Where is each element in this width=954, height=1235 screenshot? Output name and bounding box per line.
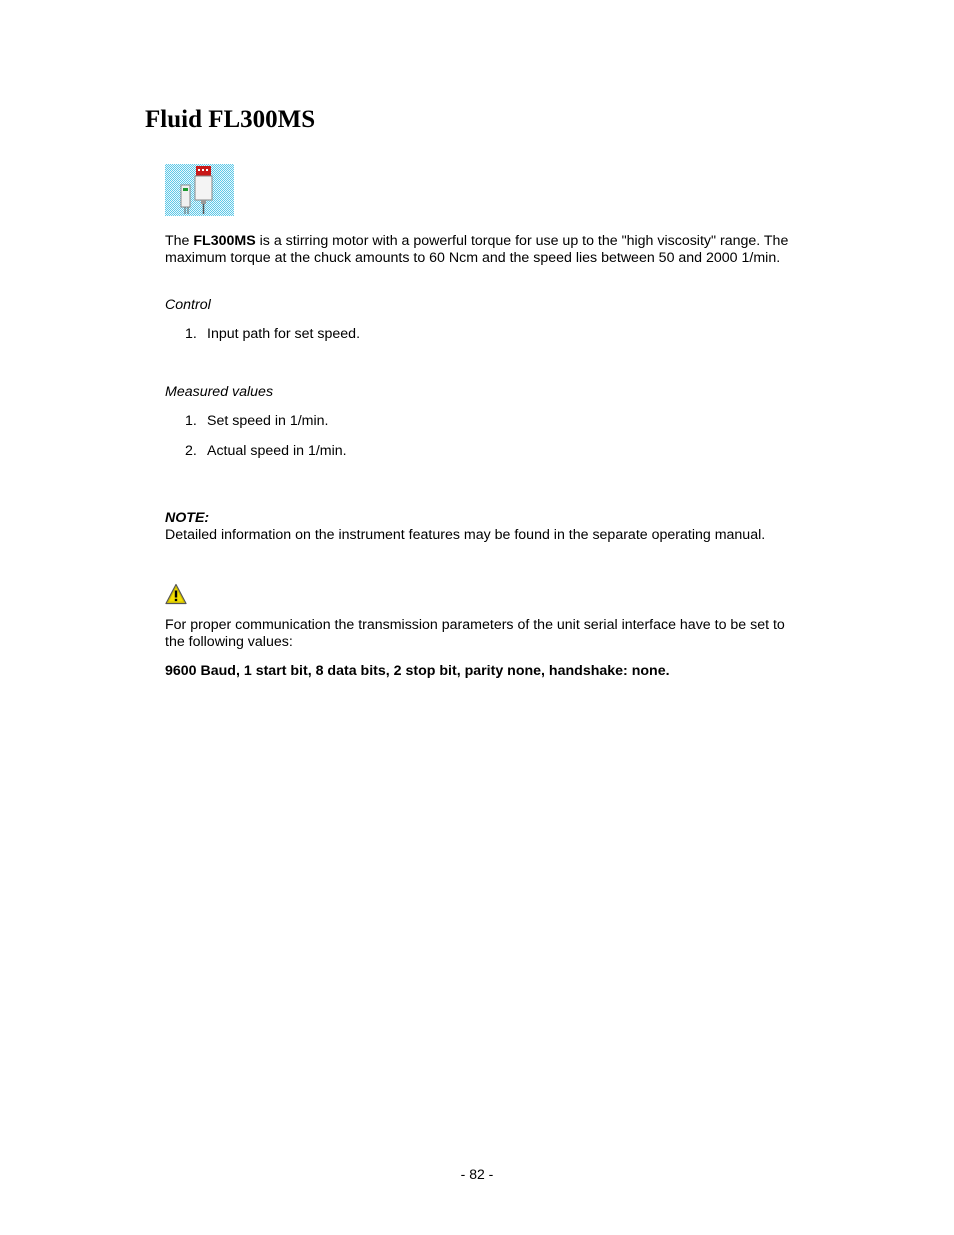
intro-paragraph: The FL300MS is a stirring motor with a powerful torque for use up to the "high viscosity" range. The maximum torque at the chuck amounts to 60 Ncm and the speed lies between 50 and 2000 1/min. (165, 233, 789, 266)
transmission-parameters: 9600 Baud, 1 start bit, 8 data bits, 2 stop bit, parity none, handshake: none. (165, 663, 670, 679)
measured-values-heading: Measured values (165, 384, 274, 400)
list-item: 1. Set speed in 1/min. (185, 413, 329, 429)
page-number: - 82 - (460, 1166, 494, 1182)
control-heading: Control (165, 297, 211, 313)
list-item: 2. Actual speed in 1/min. (185, 443, 347, 459)
note-heading: NOTE: (165, 510, 210, 526)
list-item: 1. Input path for set speed. (185, 326, 361, 342)
page-title: Fluid FL300MS (145, 106, 316, 133)
warning-icon (165, 583, 187, 605)
communication-text: For proper communication the transmission parameters of the unit serial interface have to be set to the following values: (165, 617, 785, 650)
note-body: Detailed information on the instrument features may be found in the separate operating manual. (165, 527, 766, 543)
stirring-motor-device-icon (165, 164, 234, 216)
model-name: FL300MS (193, 233, 256, 249)
